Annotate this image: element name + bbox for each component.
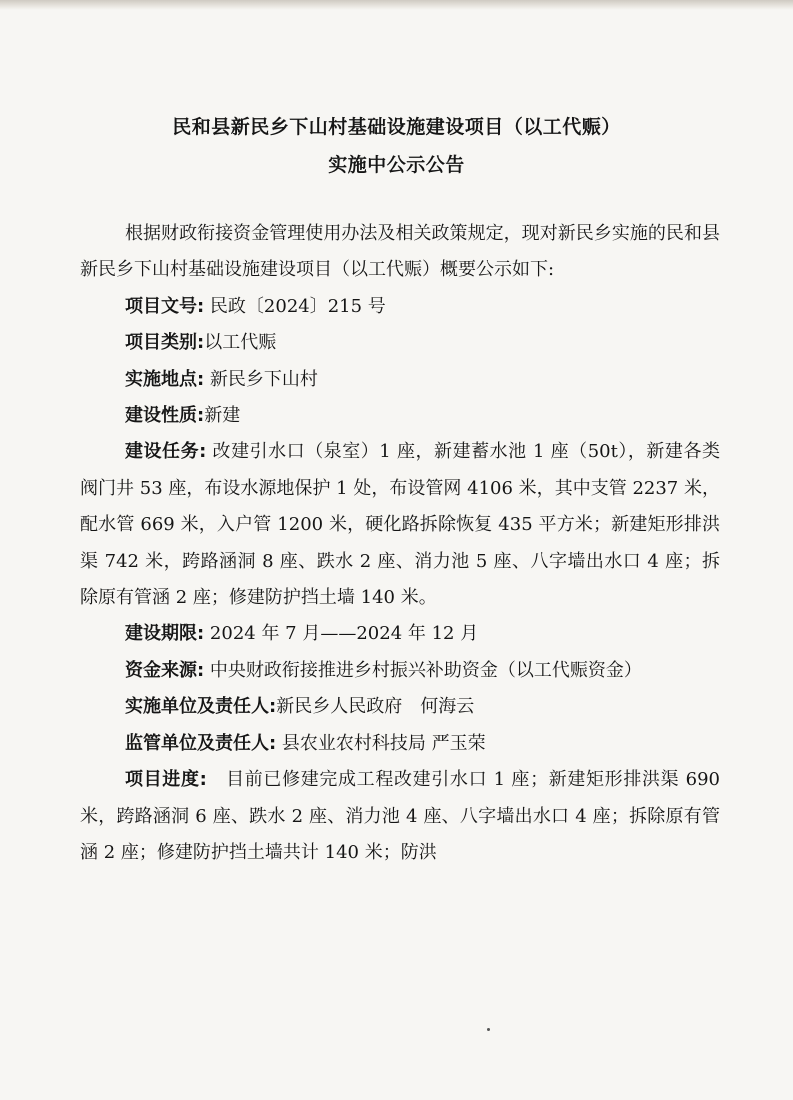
document-title: 民和县新民乡下山村基础设施建设项目（以工代赈） xyxy=(172,116,621,138)
item-location xyxy=(80,362,720,398)
item-fund-source xyxy=(80,653,720,689)
item-value: 县农业农村科技局 严玉荣 xyxy=(276,732,486,754)
item-value: 改建引水口（泉室）1 座，新建蓄水池 1 座（50t），新建各类阀门井 53 座，布设水源地保护 1 处，布设管网 4106 米，其中支管 2237 米，配水管 669 米，入户管 1200 米，硬化路拆除恢复 435 平方米；新建矩形排洪渠 742 米，跨路涵洞 8 座、跌水 2 座、消力池 5 座、八字墙出水口 4 座；拆除原有管涵 2 座；修建防护挡土墙 140 米。 xyxy=(80,441,720,609)
item-progress xyxy=(80,762,720,871)
item-label: 项目类别: xyxy=(125,332,205,354)
item-supervising-unit xyxy=(80,726,720,762)
document-body xyxy=(80,216,720,871)
item-label: 项目文号: xyxy=(125,295,205,317)
item-label: 建设期限: xyxy=(125,623,205,645)
scan-speck xyxy=(487,1028,490,1031)
item-value: 以工代赈 xyxy=(204,332,277,354)
item-label: 实施单位及责任人: xyxy=(125,696,277,718)
document-subtitle: 实施中公示公告 xyxy=(328,154,465,176)
item-value: 2024 年 7 月——2024 年 12 月 xyxy=(204,623,479,645)
item-value: 新民乡下山村 xyxy=(204,368,318,390)
item-label: 建设任务: xyxy=(125,441,207,463)
item-construction-tasks xyxy=(80,434,720,616)
item-value: 新民乡人民政府 何海云 xyxy=(276,696,475,718)
item-label: 建设性质: xyxy=(125,405,205,427)
item-label: 实施地点: xyxy=(125,368,205,390)
item-implementing-unit xyxy=(80,689,720,725)
item-value: 中央财政衔接推进乡村振兴补助资金（以工代赈资金） xyxy=(204,659,642,681)
item-label: 项目进度: xyxy=(125,769,207,791)
item-value: 民政〔2024〕215 号 xyxy=(204,295,386,317)
item-project-category xyxy=(80,325,720,361)
item-construction-period xyxy=(80,616,720,652)
item-construction-nature xyxy=(80,398,720,434)
item-value: 新建 xyxy=(204,405,241,427)
item-label: 资金来源: xyxy=(125,659,205,681)
item-value: 目前已修建完成工程改建引水口 1 座；新建矩形排洪渠 690 米，跨路涵洞 6 座、跌水 2 座、消力池 4 座、八字墙出水口 4 座；拆除原有管涵 2 座；修建防护挡土墙共计 140 米；防洪 xyxy=(80,769,720,863)
item-project-number xyxy=(80,289,720,325)
item-label: 监管单位及责任人: xyxy=(125,732,277,754)
intro-paragraph: 根据财政衔接资金管理使用办法及相关政策规定，现对新民乡实施的民和县新民乡下山村基础设施建设项目（以工代赈）概要公示如下: xyxy=(80,223,720,281)
